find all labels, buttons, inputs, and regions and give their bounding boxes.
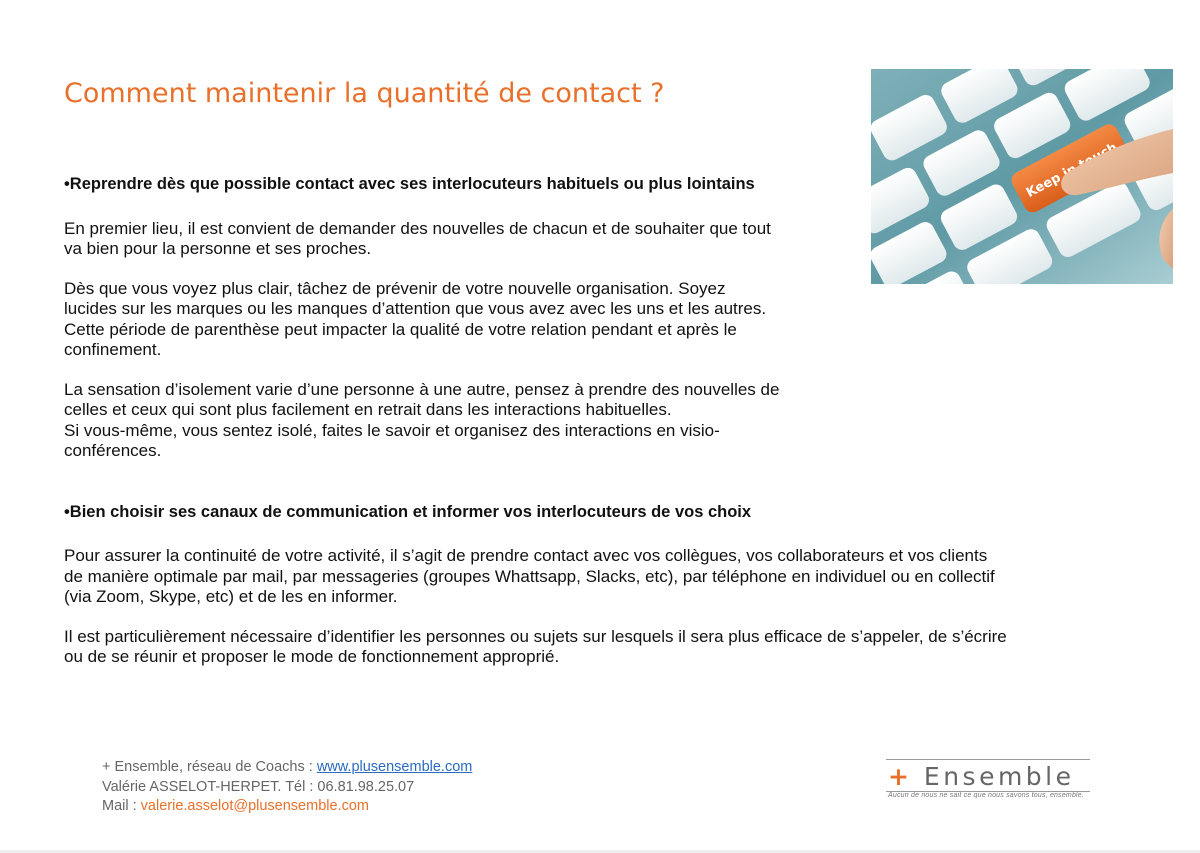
section2-paragraph-2 xyxy=(64,627,1124,668)
text-line: Il est particulièrement nécessaire d’identifier les personnes ou sujets sur lesquels il sera plus efficace de s’appeler, de s’écrire xyxy=(64,626,1007,646)
website-link[interactable]: www.plusensemble.com xyxy=(316,759,473,775)
footer-line-2: Valérie ASSELOT-HERPET. Tél : 06.81.98.25.07 xyxy=(102,778,415,795)
logo-wordmark xyxy=(888,762,1075,791)
text-line: ou de se réunir et proposer le mode de fonctionnement approprié. xyxy=(64,647,560,666)
text-line: Pour assurer la continuité de votre activité, il s’agit de prendre contact avec vos collègues, vos collaborateurs et vos clients xyxy=(64,546,988,565)
main-content xyxy=(64,174,1124,668)
section2-paragraph-1 xyxy=(64,546,1124,608)
text-line: de manière optimale par mail, par messageries (groupes Whattsapp, Slacks, etc), par téléphone en individuel ou en collectif xyxy=(64,566,995,586)
text-line: va bien pour la personne et ses proches. xyxy=(64,239,372,258)
text-line: Dès que vous voyez plus clair, tâchez de prévenir de votre nouvelle organisation. Soyez xyxy=(64,278,726,298)
text-line: lucides sur les marques ou les manques d’attention que vous avez avec les uns et les autres. xyxy=(64,299,767,318)
page-title: Comment maintenir la quantité de contact ? xyxy=(64,78,665,109)
section1-paragraph-3 xyxy=(64,380,864,462)
text-line: conférences. xyxy=(64,441,162,460)
keep-in-touch-key: Keep xyxy=(1023,170,1064,201)
mail-label: Mail : xyxy=(102,798,141,814)
logo-plus-icon: + xyxy=(888,762,913,791)
text-line: La sensation d’isolement varie d’une personne à une autre, pensez à prendre des nouvelles de xyxy=(64,379,780,399)
logo-name: Ensemble xyxy=(923,762,1075,791)
text-line: Si vous-même, vous sentez isolé, faites le savoir et organisez des interactions en visio- xyxy=(64,420,720,440)
text-line: (via Zoom, Skype, etc) et de les en informer. xyxy=(64,587,398,606)
logo-top-rule xyxy=(886,759,1090,760)
section1-heading: •Reprendre dès que possible contact avec ses interlocuteurs habituels ou plus lointains xyxy=(64,175,755,193)
ensemble-logo xyxy=(886,758,1092,802)
section1-paragraph-1 xyxy=(64,219,864,260)
footer-network-label: + Ensemble, réseau de Coachs : xyxy=(102,759,317,775)
text-line: En premier lieu, il est convient de demander des nouvelles de chacun et de souhaiter que tout xyxy=(64,218,771,238)
section1-paragraph-2 xyxy=(64,279,864,361)
footer-line-1 xyxy=(102,758,472,778)
section2-heading: •Bien choisir ses canaux de communication et informer vos interlocuteurs de vos choix xyxy=(64,502,752,521)
text-line: Cette période de parenthèse peut impacter la qualité de votre relation pendant et après le xyxy=(64,319,737,339)
text-line: confinement. xyxy=(64,340,162,359)
text-line: celles et ceux qui sont plus facilement en retrait dans les interactions habituelles. xyxy=(64,400,672,419)
logo-tagline: Aucun de nous ne sait ce que nous savons tous, ensemble. xyxy=(888,792,1085,799)
footer-contact xyxy=(102,758,472,817)
email-address[interactable]: valerie.asselot@plusensemble.com xyxy=(140,798,369,814)
footer-line-3 xyxy=(102,797,472,817)
